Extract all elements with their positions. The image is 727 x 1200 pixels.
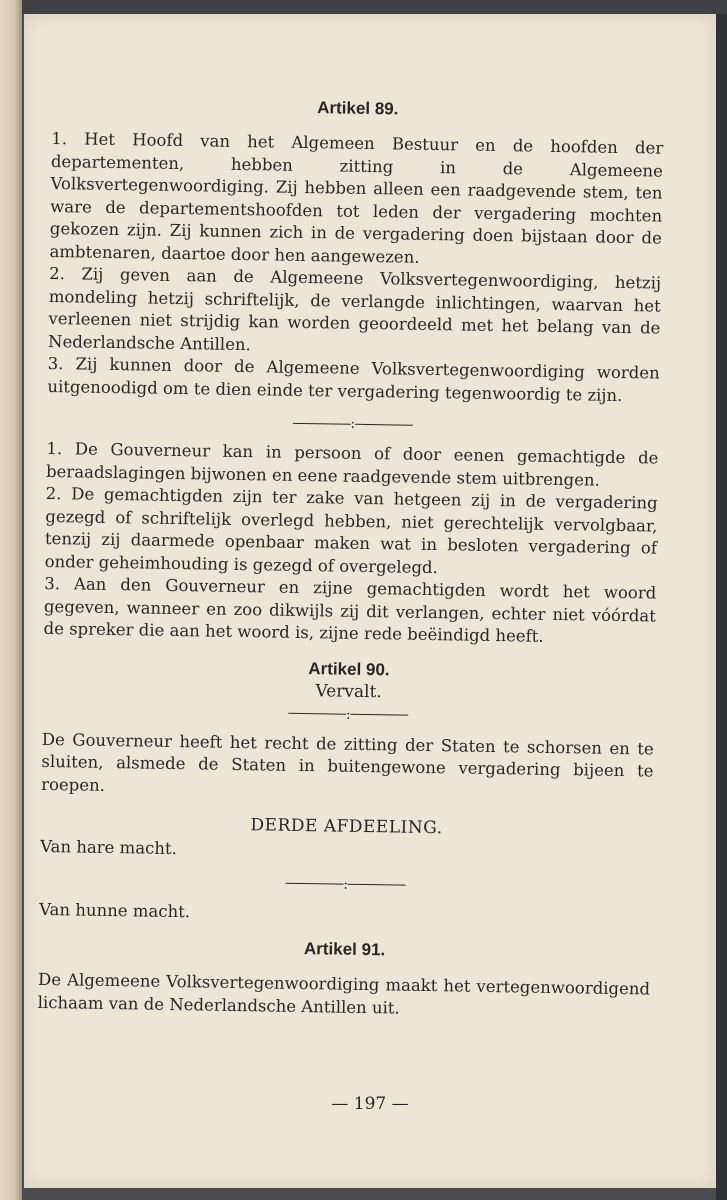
article-89-paragraph-3: 3. Zij kunnen door de Algemeene Volksvertegenwoordiging worden uitgenoodigd om te dien einde ter vergadering tegenwoordig te zijn. bbox=[47, 353, 660, 405]
section-subtitle-2: Van hunne macht. bbox=[39, 899, 191, 921]
page-content bbox=[38, 94, 664, 1023]
scan-background-top bbox=[22, 0, 727, 14]
article-89-paragraph-1: 1. Het Hoofd van het Algemeen Bestuur en de hoofden der departementen, hebben zitting in de Algemeene Volksvertegenwoordiging. Zij hebben alleen een raadgevende stem, ten ware de departementshoofden tot leden der vergadering mochten gekozen zijn. Zij kunnen zich in de vergadering doen bijstaan door de ambtenaren, daartoe door hen aangewezen. bbox=[49, 128, 664, 267]
section-title: DERDE AFDEELING. bbox=[250, 815, 443, 839]
article-90-status: Vervalt. bbox=[315, 680, 382, 702]
article-89-title: Artikel 89. bbox=[317, 98, 399, 119]
governor-paragraph-2: 2. De gemachtigden zijn ter zake van hetgeen zij in de vergadering gezegd of schriftelijk overlegd hebben, niet gerechtelijk vervolgbaar, tenzij zij daarmede openbaar maken wat in besloten vergadering of onder geheimhouding is gezegd of overgelegd. bbox=[44, 483, 658, 577]
separator-rule-1: : bbox=[47, 412, 659, 436]
article-91-paragraph-1: De Algemeene Volksvertegenwoordiging maakt het vertegenwoordigend lichaam van de Nederlandsche Antillen uit. bbox=[37, 969, 651, 1018]
document-page bbox=[24, 14, 716, 1188]
page-number: — 197 — bbox=[331, 1094, 409, 1114]
scan-background-right bbox=[716, 14, 727, 1200]
governor-paragraph-1: 1. De Gouverneur kan in persoon of door eenen gemachtigde de beraadslagingen bijwonen en eene raadgevende stem uitbrengen. bbox=[45, 438, 659, 490]
adjournment-paragraph: De Gouverneur heeft het recht de zitting der Staten te schorsen en te sluiten, alsmede de Staten in buitengewone vergadering bijeen te roepen. bbox=[41, 729, 654, 795]
article-89-paragraph-2: 2. Zij geven aan de Algemeene Volksvertegenwoordiging, hetzij mondeling hetzij schriftelijk, de verlangde inlichtingen, waarvan het verleenen niet strijdig kan worden geoordeeld met het belang van de Nederlandsche Antillen. bbox=[47, 263, 662, 354]
section-subtitle-1: Van hare macht. bbox=[40, 836, 178, 859]
governor-paragraph-3: 3. Aan den Gouverneur en zijne gemachtigden wordt het woord gegeven, wanneer en zoo dikwijls zij dit verlangen, echter niet vóórdat de spreker die aan het woord is, zijne rede beëindigd heeft. bbox=[43, 573, 657, 646]
separator-rule-2: : bbox=[42, 702, 654, 726]
article-91-title: Artikel 91. bbox=[303, 939, 386, 960]
book-spine-edge bbox=[0, 0, 22, 1200]
separator-rule-3: : bbox=[40, 872, 652, 896]
article-90-title: Artikel 90. bbox=[308, 658, 390, 679]
